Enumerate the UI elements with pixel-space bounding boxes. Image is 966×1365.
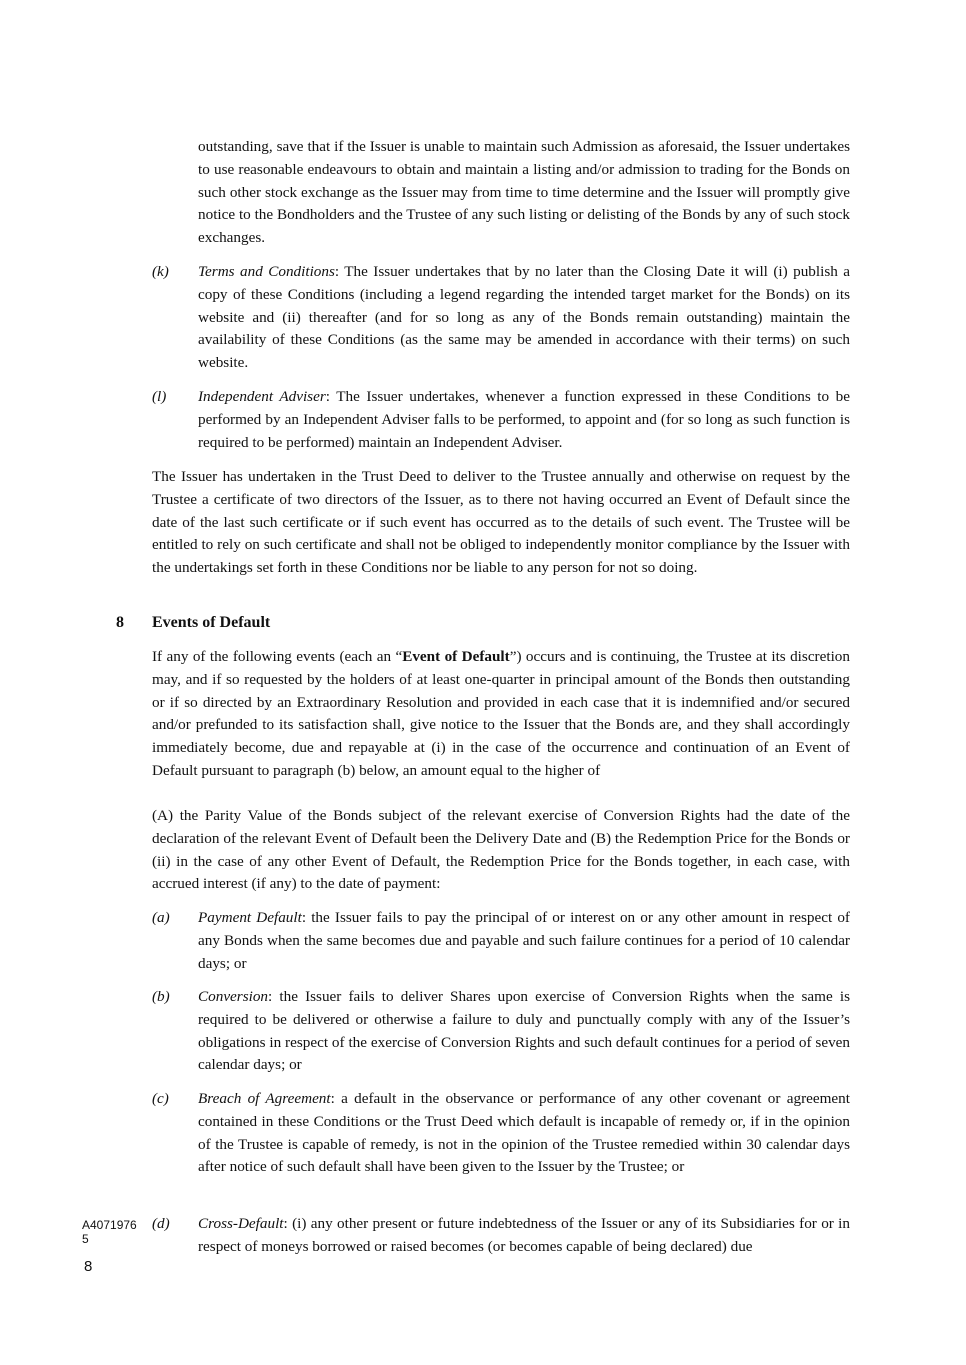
item-d-paragraph xyxy=(198,1213,850,1259)
item-label-d: (d) xyxy=(152,1215,170,1232)
trust-deed-paragraph: The Issuer has undertaken in the Trust Deed to deliver to the Trustee annually and otherwise on request by the Trustee a certificate of two directors of the Issuer, as to there not having occurred an Event of Default since the date of the last such certificate or if such event has occurred as to the details of such event. The Trustee will be entitled to rely on such certificate and shall not be obliged to independently monitor compliance by the Issuer with the undertakings set forth in these Conditions nor be liable to any person for not so doing. xyxy=(152,468,850,577)
eod-intro-pre: If any of the following events (each an “ xyxy=(152,648,403,665)
item-c-paragraph xyxy=(198,1088,850,1179)
section-title: Events of Default xyxy=(152,614,271,631)
eod-defined-term: Event of Default xyxy=(402,648,510,665)
item-label-c: (c) xyxy=(152,1090,169,1107)
eod-intro-post: ”) occurs and is continuing, the Trustee at its discretion may, and if so requested by the holders of at least one-quarter in principal amount of the Bonds then outstanding or if so directed by an Extraordinary Resolution and provided in each case that it is indemnified and/or secured and/or prefunded to its satisfaction shall, give notice to the Issuer that the Bonds are, and they shall accordingly immediately become, due and repayable at (i) in the case of the occurrence and continuation of an Event of Default pursuant to paragraph (b) below, an amount equal to the higher of xyxy=(152,648,850,779)
document-reference-line-2: 5 xyxy=(82,1232,89,1246)
item-l-title: Independent Adviser xyxy=(198,388,326,405)
item-a-title: Payment Default xyxy=(198,909,302,926)
item-label-l: (l) xyxy=(152,388,167,405)
item-k-paragraph xyxy=(198,261,850,375)
section-number: 8 xyxy=(116,614,124,631)
page-number: 8 xyxy=(84,1258,93,1275)
events-of-default-continuation: (A) the Parity Value of the Bonds subject of the relevant exercise of Conversion Rights had the date of the declaration of the relevant Event of Default been the Delivery Date and (B) the Redemption Price for the Bonds or (ii) in the case of any other Event of Default, the Redemption Price for the Bonds together, in each case, with accrued interest (if any) to the date of payment: xyxy=(152,807,850,893)
events-of-default-intro xyxy=(152,646,850,783)
item-c-title: Breach of Agreement xyxy=(198,1090,331,1107)
item-label-b: (b) xyxy=(152,988,170,1005)
item-label-k: (k) xyxy=(152,263,169,280)
document-reference xyxy=(82,1218,137,1246)
item-b-title: Conversion xyxy=(198,988,269,1005)
continuation-paragraph: outstanding, save that if the Issuer is unable to maintain such Admission as aforesaid, the Issuer undertakes to use reasonable endeavours to obtain and maintain a listing and/or admission to trading for the Bonds on such other stock exchange as the Issuer may from time to time determine and the Issuer will promptly give notice to the Bondholders and the Trustee of any such listing or delisting of the Bonds by any of such stock exchanges. xyxy=(198,138,850,247)
item-label-a: (a) xyxy=(152,909,170,926)
item-k-text: : The Issuer undertakes that by no later than the Closing Date it will (i) publish a copy of these Conditions (including a legend regarding the intended target market for the Bonds) on its website and (ii) thereafter (and for so long as any of the Bonds remain outstanding) maintain the availability of these Conditions (as the same may be amended in accordance with their terms) on such website. xyxy=(198,263,850,372)
item-c-text: : a default in the observance or performance of any other covenant or agreement contained in these Conditions or the Trust Deed which default is incapable of remedy or, if in the opinion of the Trustee is capable of remedy, is not in the opinion of the Trustee remedied within 30 calendar days after notice of such default shall have been given to the Issuer by the Trustee; or xyxy=(198,1090,850,1176)
document-reference-line-1: A4071976 xyxy=(82,1218,137,1232)
item-a-text: : the Issuer fails to pay the principal of or interest on or any other amount in respect of any Bonds when the same becomes due and payable and such failure continues for a period of 10 calendar days; or xyxy=(198,909,850,972)
item-b-text: : the Issuer fails to deliver Shares upon exercise of Conversion Rights when the same is required to be delivered or otherwise a failure to duly and punctually comply with any of the Issuer’s obligations in respect of the exercise of Conversion Rights and such default continues for a period of seven calendar days; or xyxy=(198,988,850,1074)
item-l-paragraph xyxy=(198,386,850,454)
item-b-paragraph xyxy=(198,986,850,1077)
item-l-text: : The Issuer undertakes, whenever a function expressed in these Conditions to be performed by an Independent Adviser falls to be performed, to appoint and (for so long as such function is required to be performed) maintain an Independent Adviser. xyxy=(198,388,850,451)
item-d-text: : (i) any other present or future indebtedness of the Issuer or any of its Subsidiaries for or in respect of moneys borrowed or raised becomes (or becomes capable of being declared) due xyxy=(198,1215,850,1255)
item-k-title: Terms and Conditions xyxy=(198,263,335,280)
item-d-title: Cross-Default xyxy=(198,1215,284,1232)
item-a-paragraph xyxy=(198,907,850,975)
